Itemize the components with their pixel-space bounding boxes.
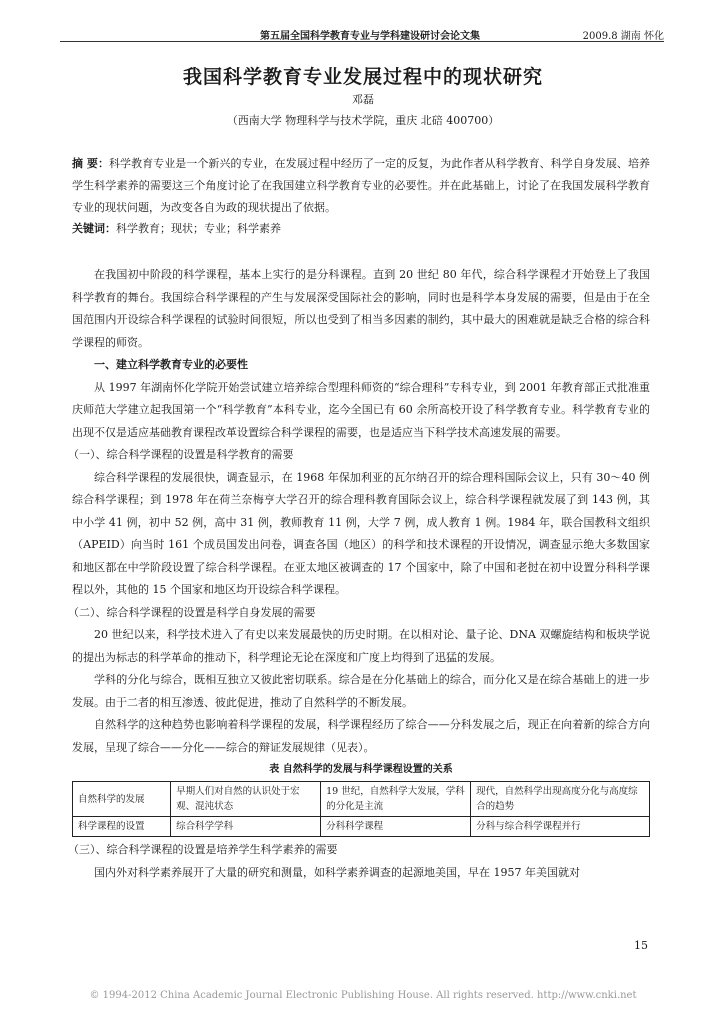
paper-body bbox=[68, 264, 650, 884]
subsection-heading: （三）、综合科学课程的设置是培养学生科学素养的需要 bbox=[68, 843, 338, 856]
table-row-header: 自然科学的发展 bbox=[73, 782, 171, 817]
abstract-label: 摘 要： bbox=[72, 157, 109, 170]
table-cell: 分科与综合科学课程并行 bbox=[471, 817, 650, 837]
table-cell: 分科科学课程 bbox=[321, 817, 471, 837]
table-cell: 19 世纪，自然科学大发展，学科的分化是主流 bbox=[321, 782, 471, 817]
copyright-notice: © 1994-2012 China Academic Journal Electronic Publishing House. All rights reserved. http://www.cnki.net bbox=[89, 990, 637, 1001]
section-heading: 一、建立科学教育专业的必要性 bbox=[94, 358, 248, 371]
body-paragraph: 学科的分化与综合，既相互独立又彼此密切联系。综合是在分化基础上的综合，而分化又是在综合基础上的进一步发展。由于二者的相互渗透、彼此促进，推动了自然科学的不断发展。 bbox=[72, 673, 650, 709]
running-header-title: 第五届全国科学教育专业与学科建设研讨会论文集 bbox=[260, 31, 480, 42]
table-row bbox=[73, 817, 650, 837]
body-paragraph: 从 1997 年湖南怀化学院开始尝试建立培养综合型理科师资的“综合理科”专科专业，到 2001 年教育部正式批准重庆师范大学建立起我国第一个“科学教育”本科专业，迄今全国已有 60 余所高校开设了科学教育专业。科学教育专业的出现不仅是适应基础教育课程改革设置综合科学课程的需要，也是适应当下科学技术高速发展的需要。 bbox=[72, 380, 650, 439]
table-row bbox=[73, 782, 650, 817]
data-table bbox=[72, 781, 650, 837]
table-cell: 综合科学学科 bbox=[171, 817, 321, 837]
table-cell: 早期人们对自然的认识处于宏观、混沌状态 bbox=[171, 782, 321, 817]
paper-title: 我国科学教育专业发展过程中的现状研究 bbox=[182, 66, 543, 88]
table-cell: 现代，自然科学出现高度分化与高度综合的趋势 bbox=[471, 782, 650, 817]
table-row-header: 科学课程的设置 bbox=[73, 817, 171, 837]
body-paragraph: 自然科学的这种趋势也影响着科学课程的发展，科学课程经历了综合——分科发展之后，现正在向着新的综合方向发展，呈现了综合——分化——综合的辩证发展规律（见表）。 bbox=[72, 718, 650, 754]
paper-affiliation: （西南大学 物理科学与技术学院，重庆 北碚 400700） bbox=[226, 114, 500, 127]
paper-author: 邓磊 bbox=[352, 93, 374, 106]
keywords-label: 关键词： bbox=[72, 222, 116, 235]
page-number: 15 bbox=[634, 939, 648, 952]
table-caption: 表 自然科学的发展与科学课程设置的关系 bbox=[269, 764, 453, 775]
body-paragraph: 20 世纪以来，科学技术进入了有史以来发展最快的历史时期。在以相对论、量子论、DNA 双螺旋结构和板块学说的提出为标志的科学革命的推动下，科学理论无论在深度和广度上均得到了迅猛的发展。 bbox=[72, 628, 650, 664]
keywords-text: 科学教育；现状；专业；科学素养 bbox=[116, 222, 281, 235]
subsection-heading: （二）、综合科学课程的设置是科学自身发展的需要 bbox=[68, 605, 316, 619]
body-paragraph: 国内外对科学素养展开了大量的研究和测量，如科学素养调查的起源地美国，早在 1957 年美国就对 bbox=[94, 865, 580, 879]
keywords bbox=[72, 219, 650, 239]
running-header bbox=[60, 24, 664, 42]
running-header-date: 2009.8 湖南 怀化 bbox=[582, 31, 664, 42]
body-paragraph: 综合科学课程的发展很快，调查显示，在 1968 年保加利亚的瓦尔纳召开的综合理科国际会议上，只有 30～40 例综合科学课程；到 1978 年在荷兰奈梅亨大学召开的综合理科教育国际会议上，综合科学课程就发展了到 143 例，其中小学 41 例，初中 52 例，高中 31 例，教师教育 11 例，大学 7 例，成人教育 1 例。1984 年，联合国教科文组织（APEID）向当时 161 个成员国发出问卷，调查各国（地区）的科学和技术课程的开设情况，调查显示绝大多数国家和地区都在中学阶段设置了综合科学课程。在亚太地区被调查的 17 个国家中，除了中国和老挝在初中设置分科科学课程以外，其他的 15 个国家和地区均开设综合科学课程。 bbox=[72, 470, 650, 596]
subsection-heading: （一）、综合科学课程的设置是科学教育的需要 bbox=[68, 448, 294, 461]
abstract bbox=[72, 153, 650, 219]
abstract-text: 科学教育专业是一个新兴的专业，在发展过程中经历了一定的反复，为此作者从科学教育、科学自身发展、培养学生科学素养的需要这三个角度讨论了在我国建立科学教育专业的必要性。并在此基础上，讨论了在我国发展科学教育专业的现状问题，为改变各自为政的现状提出了依据。 bbox=[72, 157, 650, 214]
body-paragraph: 在我国初中阶段的科学课程，基本上实行的是分科课程。直到 20 世纪 80 年代，综合科学课程才开始登上了我国科学教育的舞台。我国综合科学课程的产生与发展深受国际社会的影响，同时也是科学本身发展的需要，但是由于在全国范围内开设综合科学课程的试验时间很短，所以也受到了相当多因素的制约，其中最大的困难就是缺乏合格的综合科学课程的师资。 bbox=[72, 268, 650, 349]
